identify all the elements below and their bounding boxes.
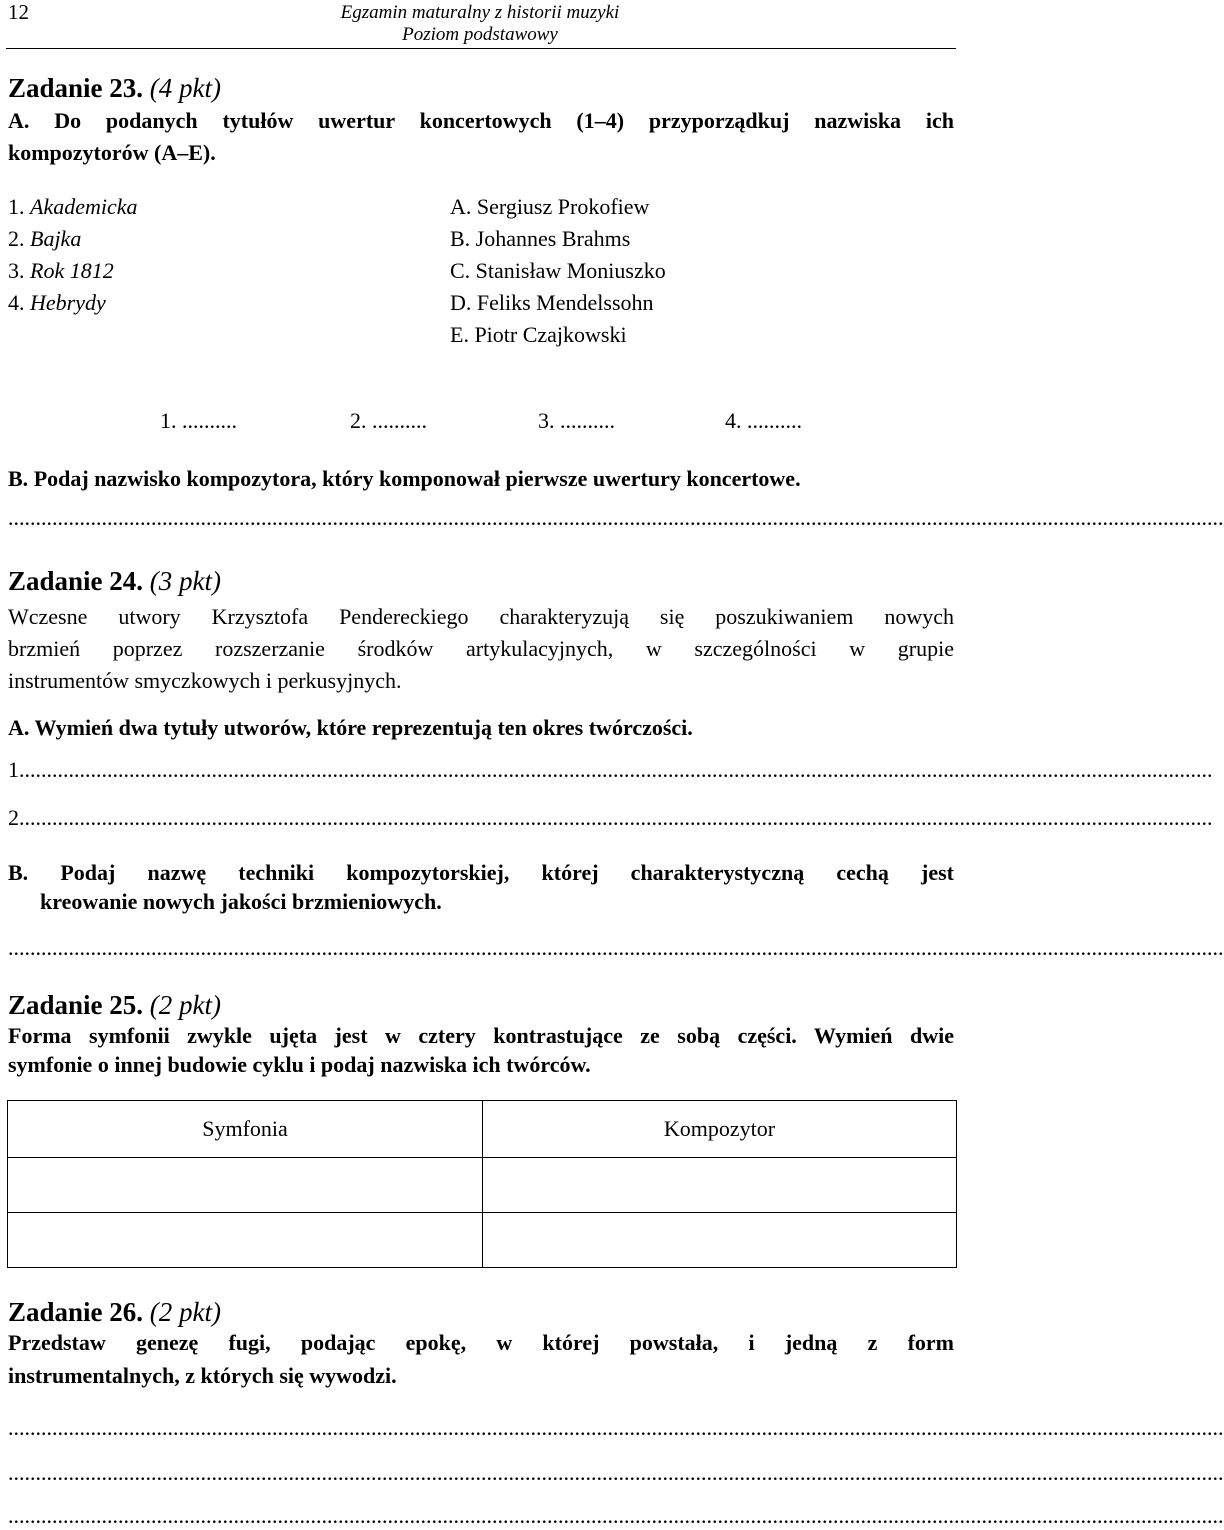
title-item: 1. Akademicka: [8, 194, 138, 219]
composer-item: E. Piotr Czajkowski: [450, 322, 627, 347]
header-subtitle: Poziom podstawowy: [402, 24, 558, 45]
answer-table: [7, 1100, 957, 1268]
task25-points: (2 pkt): [149, 990, 221, 1020]
task23-partA-label: A.: [8, 108, 30, 133]
task24-partA-label: A.: [8, 715, 30, 740]
title-item: 2. Bajka: [8, 226, 82, 251]
table-cell[interactable]: [483, 1213, 957, 1268]
task24-partB-line2: kreowanie nowych jakości brzmieniowych.: [40, 889, 442, 914]
answer-slot-2[interactable]: 2. ..........: [350, 408, 427, 433]
task26-title: Zadanie 26.: [8, 1297, 144, 1327]
answer-line-1[interactable]: 1.........................................................................................................................................................................................................................: [8, 757, 1213, 782]
task26-points: (2 pkt): [149, 1297, 221, 1327]
table-row: [8, 1158, 957, 1213]
table-cell[interactable]: [483, 1158, 957, 1213]
task26-heading: [8, 1297, 221, 1328]
composer-item: A. Sergiusz Prokofiew: [450, 194, 650, 219]
header-title: Egzamin maturalny z historii muzyki: [340, 2, 620, 23]
task23-partB: [8, 466, 801, 492]
table-header-symfonia: Symfonia: [8, 1101, 483, 1158]
answer-line-2[interactable]: 2.........................................................................................................................................................................................................................: [8, 805, 1213, 830]
table-cell[interactable]: [8, 1158, 483, 1213]
task23-partA-line2: kompozytorów (A–E).: [8, 140, 216, 165]
task25-title: Zadanie 25.: [8, 990, 144, 1020]
page-number: 12: [8, 0, 29, 24]
task23-partB-label: B.: [8, 466, 29, 491]
task24-partB-text1: Podaj nazwę techniki kompozytorskiej, której charakterystyczną cechą jest: [60, 860, 954, 885]
answer-line[interactable]: .............................................................................................................................................................................................................................: [8, 1460, 1224, 1485]
task24-partB-label: B.: [8, 860, 29, 885]
answer-line[interactable]: .............................................................................................................................................................................................................................: [8, 1415, 1224, 1440]
task26-line2: instrumentalnych, z których się wywodzi.: [8, 1363, 397, 1388]
task23-partB-text: Podaj nazwisko kompozytora, który komponował pierwsze uwertury koncertowe.: [33, 466, 801, 491]
table-cell[interactable]: [8, 1213, 483, 1268]
table-header-kompozytor: Kompozytor: [483, 1101, 957, 1158]
task24-partA-text: Wymień dwa tytuły utworów, które reprezentują ten okres twórczości.: [34, 715, 693, 740]
task25-line2: symfonie o innej budowie cyklu i podaj nazwiska ich twórców.: [8, 1052, 591, 1077]
task23-heading: [8, 73, 221, 104]
task23-points: (4 pkt): [149, 73, 221, 103]
task24-partA: [8, 715, 693, 741]
answer-slot-3[interactable]: 3. ..........: [538, 408, 615, 433]
task24-heading: [8, 566, 221, 597]
task24-intro-line3: instrumentów smyczkowych i perkusyjnych.: [8, 668, 402, 693]
task23-partA-text1: Do podanych tytułów uwertur koncertowych (1–4) przyporządkuj nazwiska ich: [54, 108, 954, 133]
header-rule: [6, 48, 956, 49]
task23-title: Zadanie 23.: [8, 73, 144, 103]
title-item: 3. Rok 1812: [8, 258, 114, 283]
task26-line1: Przedstaw genezę fugi, podając epokę, w której powstała, i jedną z form: [8, 1330, 954, 1355]
task25-line1: Forma symfonii zwykle ujęta jest w cztery kontrastujące ze sobą części. Wymień dwie: [8, 1023, 954, 1048]
answer-line[interactable]: .............................................................................................................................................................................................................................: [8, 505, 1224, 530]
table-row: [8, 1213, 957, 1268]
answer-line[interactable]: .............................................................................................................................................................................................................................: [8, 1503, 1224, 1528]
task24-title: Zadanie 24.: [8, 566, 144, 596]
answer-slot-4[interactable]: 4. ..........: [725, 408, 802, 433]
title-item: 4. Hebrydy: [8, 290, 106, 315]
task24-intro-line2: brzmień poprzez rozszerzanie środków artykulacyjnych, w szczególności w grupie: [8, 636, 954, 661]
table-header-row: [8, 1101, 957, 1158]
composer-item: D. Feliks Mendelssohn: [450, 290, 654, 315]
answer-line[interactable]: .............................................................................................................................................................................................................................: [8, 935, 1224, 960]
composer-item: C. Stanisław Moniuszko: [450, 258, 666, 283]
answer-slot-1[interactable]: 1. ..........: [160, 408, 237, 433]
task25-heading: [8, 990, 221, 1021]
task24-partB-line1: [8, 860, 954, 886]
task23-partA-line1: [8, 108, 954, 134]
task24-intro-line1: Wczesne utwory Krzysztofa Pendereckiego charakteryzują się poszukiwaniem nowych: [8, 604, 954, 629]
task24-points: (3 pkt): [149, 566, 221, 596]
composer-item: B. Johannes Brahms: [450, 226, 631, 251]
